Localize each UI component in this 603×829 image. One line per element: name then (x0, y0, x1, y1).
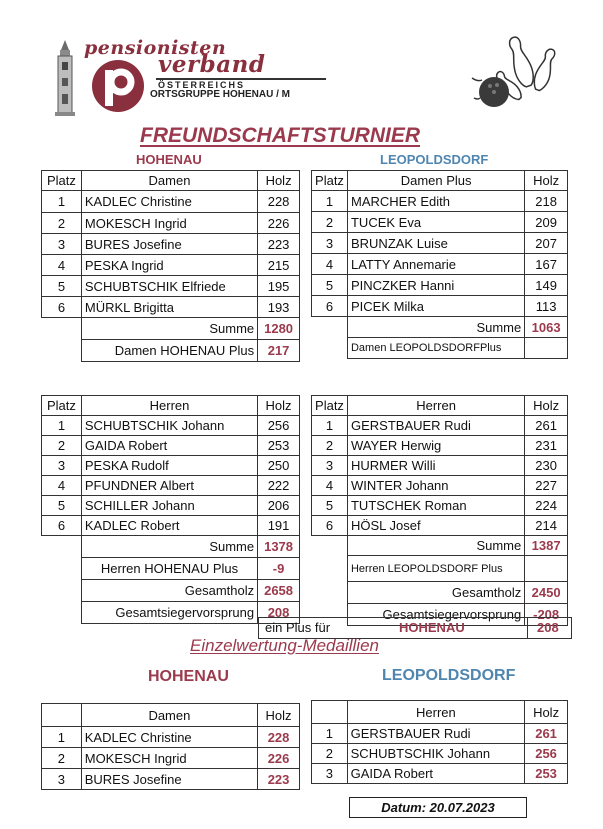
cell-place: 4 (42, 255, 82, 276)
cell-place: 2 (312, 212, 348, 233)
damen-away-table (311, 170, 568, 359)
cell-place: 6 (42, 516, 82, 536)
team-home-heading: HOHENAU (136, 152, 202, 167)
cell-score: 215 (258, 255, 300, 276)
cell-place: 6 (42, 297, 82, 318)
cell-score: 113 (525, 296, 568, 317)
table-row (312, 233, 568, 254)
table-row (312, 436, 568, 456)
table-row (312, 496, 568, 516)
cell-place: 1 (42, 416, 82, 436)
cell-name: WINTER Johann (347, 476, 524, 496)
damen-home-table (41, 170, 300, 362)
cell-score: 261 (525, 724, 568, 744)
table-row (42, 297, 300, 318)
sieger-value: 208 (258, 602, 300, 624)
cell-name: MARCHER Edith (347, 191, 524, 212)
cell-score: 253 (258, 436, 300, 456)
col-header-platz: Platz (312, 396, 348, 416)
table-row (312, 275, 568, 296)
table-row (312, 476, 568, 496)
sieger-label: Gesamtsiegervorsprung (347, 604, 524, 626)
table-row (42, 436, 300, 456)
cell-place: 1 (312, 724, 348, 744)
summe-row (42, 536, 300, 558)
summe-label: Summe (347, 536, 524, 556)
plus-for-divider (527, 618, 528, 638)
table-row (312, 516, 568, 536)
table-row (312, 191, 568, 212)
cell-name: HÖSL Josef (347, 516, 524, 536)
plus-label: Damen LEOPOLDSDORFPlus (347, 338, 524, 359)
cell-name: PESKA Ingrid (81, 255, 257, 276)
col-header-holz: Holz (525, 396, 568, 416)
gesamt-row (312, 582, 568, 604)
cell-score: 193 (258, 297, 300, 318)
col-header-name: Herren (81, 396, 257, 416)
cell-name: LATTY Annemarie (347, 254, 524, 275)
herren-away-table (311, 395, 568, 626)
table-row (312, 764, 568, 784)
church-tower-icon (52, 40, 78, 116)
cell-score: 206 (258, 496, 300, 516)
cell-score: 231 (525, 436, 568, 456)
plus-row (312, 338, 568, 359)
cell-score: 195 (258, 276, 300, 297)
cell-place: 5 (42, 276, 82, 297)
table-header-row (312, 171, 568, 191)
page-title: FREUNDSCHAFTSTURNIER (140, 124, 420, 147)
col-header-holz: Holz (525, 171, 568, 191)
cell-place: 3 (312, 764, 348, 784)
cell-place: 1 (312, 416, 348, 436)
gesamt-row (42, 580, 300, 602)
cell-score: 261 (525, 416, 568, 436)
col-header-name: Damen Plus (347, 171, 524, 191)
col-header-holz: Holz (258, 704, 300, 727)
cell-name: SCHUBTSCHIK Johann (81, 416, 257, 436)
cell-place: 3 (42, 234, 82, 255)
plus-value (525, 556, 568, 582)
table-row (312, 744, 568, 764)
plus-label: Herren HOHENAU Plus (81, 558, 257, 580)
org-name-line1: pensionisten (84, 37, 227, 59)
medals-home-heading: HOHENAU (148, 668, 229, 685)
cell-score: 228 (258, 191, 300, 213)
cell-name: PINCZKER Hanni (347, 275, 524, 296)
cell-name: MÜRKL Brigitta (81, 297, 257, 318)
table-row (42, 213, 300, 234)
cell-place: 4 (312, 476, 348, 496)
summe-value: 1063 (525, 317, 568, 338)
table-header-row (312, 701, 568, 724)
cell-place: 4 (42, 476, 82, 496)
col-header-platz: Platz (42, 396, 82, 416)
date-box: Datum: 20.07.2023 (349, 797, 527, 818)
table-row (42, 748, 300, 769)
cell-score: 167 (525, 254, 568, 275)
col-header-name: Damen (81, 171, 257, 191)
table-row (42, 255, 300, 276)
cell-place: 2 (312, 744, 348, 764)
cell-score: 224 (525, 496, 568, 516)
cell-place: 2 (42, 213, 82, 234)
cell-place: 2 (42, 436, 82, 456)
cell-name: BURES Josefine (81, 769, 257, 790)
summe-label: Summe (347, 317, 524, 338)
summe-label: Summe (81, 536, 257, 558)
cell-name: GERSTBAUER Rudi (347, 416, 524, 436)
cell-score: 226 (258, 748, 300, 769)
bowling-icon (470, 34, 562, 112)
cell-score: 250 (258, 456, 300, 476)
cell-score: 226 (258, 213, 300, 234)
cell-place: 3 (312, 233, 348, 254)
cell-name: KADLEC Robert (81, 516, 257, 536)
summe-row (42, 318, 300, 340)
cell-place: 6 (312, 296, 348, 317)
cell-name: PICEK Milka (347, 296, 524, 317)
cell-place: 2 (42, 748, 82, 769)
cell-score: 253 (525, 764, 568, 784)
cell-name: WAYER Herwig (347, 436, 524, 456)
team-away-heading: LEOPOLDSDORF (380, 152, 489, 167)
cell-score: 230 (525, 456, 568, 476)
gesamt-label: Gesamtholz (81, 580, 257, 602)
plus-for-label: ein Plus für (265, 620, 331, 635)
summe-value: 1378 (258, 536, 300, 558)
medals-away-table (311, 700, 568, 784)
col-header-holz: Holz (525, 701, 568, 724)
table-header-row (42, 171, 300, 191)
cell-place: 2 (312, 436, 348, 456)
medals-home-table (41, 703, 300, 790)
cell-score: 149 (525, 275, 568, 296)
cell-place: 6 (312, 516, 348, 536)
org-name-line2: verband (158, 51, 266, 78)
cell-score: 227 (525, 476, 568, 496)
cell-name: SCHILLER Johann (81, 496, 257, 516)
cell-score: 222 (258, 476, 300, 496)
cell-score: 207 (525, 233, 568, 254)
plus-row (42, 558, 300, 580)
table-row (312, 456, 568, 476)
cell-name: SCHUBTSCHIK Johann (347, 744, 525, 764)
summe-row (312, 536, 568, 556)
col-header-name: Herren (347, 701, 525, 724)
org-country: ÖSTERREICHS (158, 80, 246, 90)
table-row (42, 496, 300, 516)
plus-label: Damen HOHENAU Plus (81, 340, 257, 362)
table-row (42, 276, 300, 297)
cell-place: 3 (42, 456, 82, 476)
cell-name: TUCEK Eva (347, 212, 524, 233)
cell-place: 4 (312, 254, 348, 275)
cell-score: 209 (525, 212, 568, 233)
cell-place: 3 (312, 456, 348, 476)
cell-score: 228 (258, 727, 300, 748)
col-header-platz: Platz (42, 171, 82, 191)
table-row (42, 416, 300, 436)
table-header-row (312, 396, 568, 416)
table-row (42, 234, 300, 255)
cell-place: 5 (42, 496, 82, 516)
plus-row (42, 340, 300, 362)
table-row (312, 254, 568, 275)
table-row (42, 476, 300, 496)
cell-place: 3 (42, 769, 82, 790)
plus-value: 217 (258, 340, 300, 362)
herren-home-table (41, 395, 300, 624)
cell-name: GAIDA Robert (347, 764, 525, 784)
plus-for-value: 208 (537, 620, 559, 635)
gesamt-value: 2658 (258, 580, 300, 602)
plus-row (312, 556, 568, 582)
cell-score: 214 (525, 516, 568, 536)
medals-title: Einzelwertung-Medaillien (190, 636, 379, 655)
table-row (312, 724, 568, 744)
cell-name: HURMER Willi (347, 456, 524, 476)
cell-name: KADLEC Christine (81, 727, 257, 748)
cell-score: 256 (258, 416, 300, 436)
cell-score: 256 (525, 744, 568, 764)
table-row (42, 191, 300, 213)
cell-name: GERSTBAUER Rudi (347, 724, 525, 744)
summe-row (312, 317, 568, 338)
table-row (42, 727, 300, 748)
cell-score: 223 (258, 769, 300, 790)
cell-name: TUTSCHEK Roman (347, 496, 524, 516)
table-row (312, 296, 568, 317)
medals-away-heading: LEOPOLDSDORF (382, 667, 516, 684)
col-header-holz: Holz (258, 396, 300, 416)
cell-score: 223 (258, 234, 300, 255)
table-row (312, 212, 568, 233)
table-row (312, 416, 568, 436)
table-row (42, 456, 300, 476)
summe-value: 1280 (258, 318, 300, 340)
table-header-row (42, 396, 300, 416)
cell-name: PESKA Rudolf (81, 456, 257, 476)
plus-value: -9 (258, 558, 300, 580)
summe-value: 1387 (525, 536, 568, 556)
plus-value (525, 338, 568, 359)
col-header-name: Damen (81, 704, 257, 727)
cell-place: 5 (312, 496, 348, 516)
cell-name: GAIDA Robert (81, 436, 257, 456)
cell-name: BURES Josefine (81, 234, 257, 255)
cell-place: 1 (42, 191, 82, 213)
col-header-holz: Holz (258, 171, 300, 191)
cell-name: KADLEC Christine (81, 191, 257, 213)
plus-for-team: HOHENAU (399, 620, 465, 635)
cell-score: 191 (258, 516, 300, 536)
cell-name: SCHUBTSCHIK Elfriede (81, 276, 257, 297)
table-row (42, 516, 300, 536)
organization-logo (88, 58, 150, 114)
org-group: ORTSGRUPPE HOHENAU / M (150, 89, 291, 100)
cell-name: BRUNZAK Luise (347, 233, 524, 254)
table-header-row (42, 704, 300, 727)
sieger-value: -208 (525, 604, 568, 626)
cell-place: 1 (42, 727, 82, 748)
cell-score: 218 (525, 191, 568, 212)
gesamt-value: 2450 (525, 582, 568, 604)
sieger-label: Gesamtsiegervorsprung (81, 602, 257, 624)
col-header-platz: Platz (312, 171, 348, 191)
cell-place: 1 (312, 191, 348, 212)
summe-label: Summe (81, 318, 257, 340)
col-header-name: Herren (347, 396, 524, 416)
gesamt-label: Gesamtholz (347, 582, 524, 604)
cell-name: PFUNDNER Albert (81, 476, 257, 496)
cell-name: MOKESCH Ingrid (81, 748, 257, 769)
cell-place: 5 (312, 275, 348, 296)
plus-label: Herren LEOPOLDSDORF Plus (347, 556, 524, 582)
table-row (42, 769, 300, 790)
cell-name: MOKESCH Ingrid (81, 213, 257, 234)
